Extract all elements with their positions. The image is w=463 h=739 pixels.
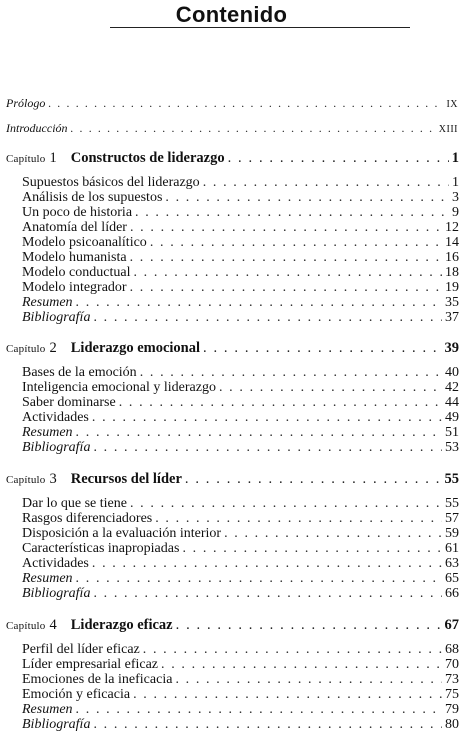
chapter-number: 2 [49,340,57,356]
dot-leader [224,526,442,542]
dot-leader [228,150,449,167]
dot-leader [119,395,442,411]
chapter-label: Capítulo [6,343,46,355]
toc-section[interactable] [22,511,459,527]
toc-section[interactable] [22,175,459,191]
toc-section[interactable] [22,586,459,602]
toc-section-title: Modelo psicoanalítico [22,235,147,250]
toc-section-title: Resumen [22,295,73,310]
toc-section[interactable] [22,295,459,311]
toc-section-title: Emociones de la ineficacia [22,672,173,687]
toc-section[interactable] [22,310,459,326]
toc-section[interactable] [22,250,459,266]
chapter-number: 3 [49,471,57,487]
toc-section-page: 18 [445,265,459,280]
toc-section-page: 66 [445,586,459,601]
dot-leader [76,295,442,311]
toc-section-page: 57 [445,511,459,526]
dot-leader [76,425,442,441]
toc-section-page: 19 [445,280,459,295]
dot-leader [185,471,442,488]
dot-leader [130,220,442,236]
toc-section-title: Rasgos diferenciadores [22,511,153,526]
dot-leader [133,687,442,703]
toc-section-title: Modelo integrador [22,280,127,295]
toc-section-title: Dar lo que se tiene [22,496,127,511]
toc-section[interactable] [22,642,459,658]
toc-section-page: 65 [445,571,459,586]
toc-section[interactable] [22,365,459,381]
dot-leader [76,702,442,718]
toc-section-page: 16 [445,250,459,265]
toc-section[interactable] [22,717,459,733]
toc-section-page: 12 [445,220,459,235]
toc-section-title: Bibliografía [22,440,91,455]
dot-leader [155,511,442,527]
toc-section-page: 75 [445,687,459,702]
toc-section-page: 79 [445,702,459,717]
toc-section[interactable] [22,526,459,542]
toc-section[interactable] [22,235,459,251]
toc-section-title: Un poco de historia [22,205,133,220]
toc-section-page: 49 [445,410,459,425]
toc-section-page: 61 [445,541,459,556]
toc-section-page: 14 [445,235,459,250]
toc-entry-title: Prólogo [6,96,46,110]
dot-leader [130,280,442,296]
chapter-page: 1 [451,150,459,166]
chapter-4-heading[interactable] [6,617,459,634]
dot-leader [161,657,442,673]
toc-entry-page: XIII [438,124,458,135]
toc-section-page: 1 [452,175,459,190]
dot-leader [71,121,436,136]
dot-leader [130,250,442,266]
toc-section[interactable] [22,280,459,296]
dot-leader [92,410,442,426]
toc-section[interactable] [22,556,459,572]
toc-section-title: Modelo conductual [22,265,131,280]
chapter-label: Capítulo [6,620,46,632]
dot-leader [219,380,442,396]
toc-section-page: 53 [445,440,459,455]
dot-leader [93,717,442,733]
toc-section[interactable] [22,541,459,557]
toc-section[interactable] [22,380,459,396]
toc-section[interactable] [22,440,459,456]
chapter-number: 1 [49,150,57,166]
dot-leader [203,340,441,357]
toc-section-title: Resumen [22,702,73,717]
dot-leader [92,556,442,572]
toc-section-page: 59 [445,526,459,541]
title-rule [110,27,410,28]
toc-section[interactable] [22,265,459,281]
chapter-title: Liderazgo eficaz [70,617,173,633]
dot-leader [165,190,449,206]
toc-section-title: Modelo humanista [22,250,127,265]
toc-section-page: 70 [445,657,459,672]
toc-section-title: Resumen [22,425,73,440]
chapter-page: 55 [444,471,459,487]
toc-section-title: Bases de la emoción [22,365,137,380]
dot-leader [93,586,442,602]
toc-section-title: Bibliografía [22,717,91,732]
chapter-label: Capítulo [6,474,46,486]
chapter-page: 67 [444,617,459,633]
toc-section-title: Emoción y eficacia [22,687,131,702]
toc-section-page: 37 [445,310,459,325]
toc-section-page: 44 [445,395,459,410]
toc-section-page: 51 [445,425,459,440]
toc-section-title: Inteligencia emocional y liderazgo [22,380,216,395]
toc-section-title: Bibliografía [22,310,91,325]
chapter-title: Liderazgo emocional [70,340,201,356]
toc-entry-page: IX [446,99,458,110]
chapter-3-heading[interactable] [6,471,459,488]
dot-leader [48,96,443,111]
dot-leader [130,496,442,512]
chapter-title: Constructos de liderazgo [70,150,225,166]
dot-leader [93,440,442,456]
toc-section[interactable] [22,410,459,426]
toc-section[interactable] [22,496,459,512]
toc-section[interactable] [22,672,459,688]
chapter-1-heading[interactable] [6,150,459,167]
chapter-number: 4 [49,617,57,633]
toc-section-title: Anatomía del líder [22,220,127,235]
toc-section-title: Supuestos básicos del liderazgo [22,175,200,190]
toc-section-page: 80 [445,717,459,732]
toc-entry-prologo[interactable] [6,96,458,111]
dot-leader [182,541,442,557]
dot-leader [135,205,449,221]
toc-section-title: Saber dominarse [22,395,116,410]
toc-section-page: 73 [445,672,459,687]
toc-section[interactable] [22,657,459,673]
toc-section[interactable] [22,205,459,221]
toc-section-page: 68 [445,642,459,657]
dot-leader [140,365,442,381]
chapter-page: 39 [444,340,459,356]
toc-section[interactable] [22,190,459,206]
toc-section-page: 63 [445,556,459,571]
dot-leader [76,571,442,587]
toc-section-page: 3 [452,190,459,205]
toc-section-title: Actividades [22,556,89,571]
toc-entry-introduccion[interactable] [6,121,458,136]
toc-section-title: Disposición a la evaluación interior [22,526,222,541]
chapter-title: Recursos del líder [70,471,182,487]
page-title: Contenido [175,2,288,27]
toc-section[interactable] [22,395,459,411]
dot-leader [143,642,442,658]
chapter-label: Capítulo [6,153,46,165]
toc-section-page: 42 [445,380,459,395]
dot-leader [93,310,442,326]
dot-leader [133,265,442,281]
toc-section[interactable] [22,687,459,703]
toc-section[interactable] [22,220,459,236]
toc-section-page: 35 [445,295,459,310]
toc-section-title: Características inapropiadas [22,541,180,556]
toc-section-page: 9 [452,205,459,220]
toc-section-page: 55 [445,496,459,511]
toc-section[interactable] [22,425,459,441]
dot-leader [175,672,442,688]
toc-section-title: Actividades [22,410,89,425]
toc-section-page: 40 [445,365,459,380]
toc-entry-title: Introducción [6,121,68,135]
dot-leader [203,175,449,191]
toc-section-title: Resumen [22,571,73,586]
dot-leader [176,617,442,634]
toc-section-title: Perfil del líder eficaz [22,642,140,657]
toc-section-title: Líder empresarial eficaz [22,657,159,672]
toc-section-title: Análisis de los supuestos [22,190,163,205]
toc-section[interactable] [22,702,459,718]
toc-section-title: Bibliografía [22,586,91,601]
toc-section[interactable] [22,571,459,587]
dot-leader [150,235,442,251]
chapter-2-heading[interactable] [6,340,459,357]
